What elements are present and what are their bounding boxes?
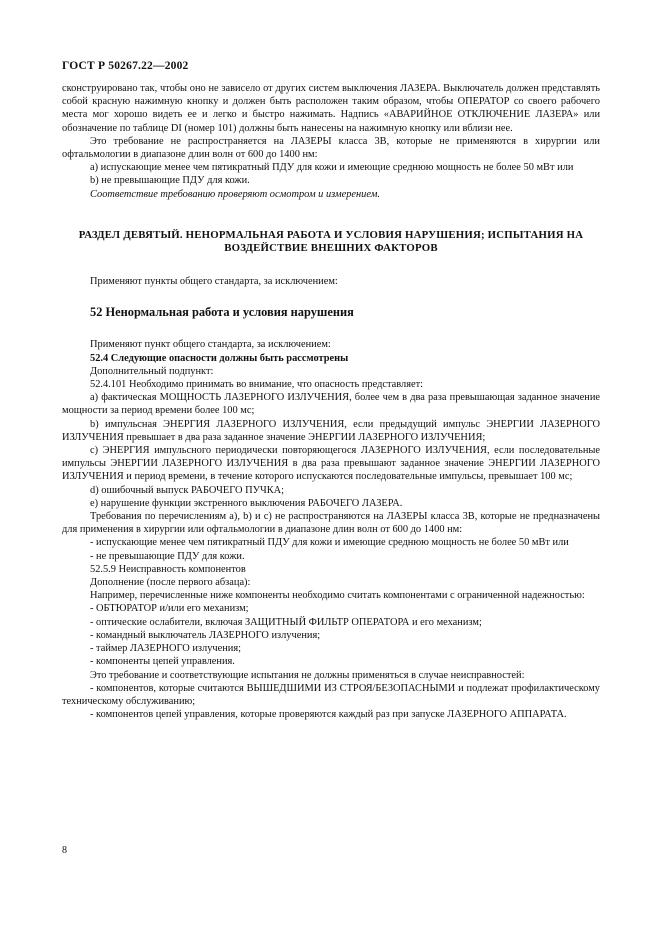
list-item: b) не превышающие ПДУ для кожи. (90, 175, 250, 187)
list-item: а) испускающие менее чем пятикратный ПДУ для кожи и имеющие среднюю мощность не более 50 мВт или (90, 162, 574, 174)
page-number: 8 (62, 845, 67, 856)
paragraph: Требования по перечислениям а), b) и с) не распространяются на ЛАЗЕРЫ класса 3В, которые не предназначены для применения в хирургии или офтальмологии в диапазоне длин волн от 600 до 1400 нм: (62, 511, 600, 536)
document-header: ГОСТ Р 50267.22—2002 (62, 60, 189, 72)
compliance-note: Соответствие требованию проверяют осмотром и измерением. (90, 188, 380, 200)
paragraph: Это требование и соответствующие испытания не должны применяться в случае неисправностей: (90, 669, 525, 681)
list-item: - ОБТЮРАТОР и/или его механизм; (90, 603, 249, 615)
paragraph: Например, перечисленные ниже компоненты необходимо считать компонентами с ограниченной надежностью: (90, 590, 585, 602)
paragraph: Дополнительный подпункт: (90, 365, 214, 377)
list-item: - испускающие менее чем пятикратный ПДУ для кожи и имеющие среднюю мощность не более 50 мВт или (90, 537, 569, 549)
document-body (62, 82, 600, 721)
list-item: d) ошибочный выпуск РАБОЧЕГО ПУЧКА; (90, 484, 285, 496)
list-item: - компоненты цепей управления. (90, 656, 235, 668)
paragraph: сконструировано так, чтобы оно не зависело от других систем выключения ЛАЗЕРА. Выключатель должен представлять собой красную нажимную кнопку и должен быть расположен таким образом, чтобы ОПЕРАТОР со своего рабочего места мог хорошо видеть ее и легко и быстро нажимать. Надпись «АВАРИЙНОЕ ОТКЛЮЧЕНИЕ ЛАЗЕРА» или обозначение по таблице DI (номер 101) должны быть нанесены на нажимную кнопку или вблизи нее. (62, 83, 600, 134)
clause-heading: 52 Ненормальная работа и условия нарушения (90, 305, 354, 320)
section-heading: РАЗДЕЛ ДЕВЯТЫЙ. НЕНОРМАЛЬНАЯ РАБОТА И УСЛОВИЯ НАРУШЕНИЯ; ИСПЫТАНИЯ НА ВОЗДЕЙСТВИЕ ВНЕШНИХ ФАКТОРОВ (78, 228, 584, 255)
paragraph: Применяют пункт общего стандарта, за исключением: (90, 339, 331, 351)
list-item: - оптические ослабители, включая ЗАЩИТНЫЙ ФИЛЬТР ОПЕРАТОРА и его механизм; (90, 616, 482, 628)
list-item: - компонентов, которые считаются ВЫШЕДШИМИ ИЗ СТРОЯ/БЕЗОПАСНЫМИ и подлежат профилактическому техническому обслуживанию; (62, 682, 600, 707)
paragraph: Это требование не распространяется на ЛАЗЕРЫ класса 3В, которые не применяются в хирургии или офтальмологии в диапазоне длин волн от 600 до 1400 нм: (62, 135, 600, 161)
subclause-heading: 52.5.9 Неисправность компонентов (90, 563, 246, 575)
list-item: е) нарушение функции экстренного выключения РАБОЧЕГО ЛАЗЕРА. (90, 497, 403, 509)
list-item: - таймер ЛАЗЕРНОГО излучения; (90, 643, 242, 655)
list-item: - не превышающие ПДУ для кожи. (90, 550, 245, 562)
paragraph: Применяют пункты общего стандарта, за исключением: (90, 276, 338, 288)
list-item: - командный выключатель ЛАЗЕРНОГО излучения; (90, 629, 321, 641)
subclause-heading: 52.4 Следующие опасности должны быть рассмотрены (90, 352, 349, 364)
list-item: - компонентов цепей управления, которые проверяются каждый раз при запуске ЛАЗЕРНОГО АППАРАТА. (90, 709, 567, 721)
paragraph: 52.4.101 Необходимо принимать во внимание, что опасность представляет: (90, 379, 424, 391)
list-item: b) импульсная ЭНЕРГИЯ ЛАЗЕРНОГО ИЗЛУЧЕНИЯ, если предыдущий импульс ЭНЕРГИИ ЛАЗЕРНОГО ИЗЛУЧЕНИЯ превышает в два раза заданное значение ЭНЕРГИИ ЛАЗЕРНОГО ИЗЛУЧЕНИЯ; (62, 418, 600, 443)
list-item: а) фактическая МОЩНОСТЬ ЛАЗЕРНОГО ИЗЛУЧЕНИЯ, более чем в два раза превышающая заданное значение мощности за период времени более 100 мс; (62, 392, 600, 417)
paragraph: Дополнение (после первого абзаца): (90, 577, 251, 589)
list-item: с) ЭНЕРГИЯ импульсного периодически повторяющегося ЛАЗЕРНОГО ИЗЛУЧЕНИЯ, если последовательные импульсы ЭНЕРГИИ ЛАЗЕРНОГО ИЗЛУЧЕНИЯ в два раза превышают заданное значение ЭНЕРГИИ ЛАЗЕРНОГО ИЗЛУЧЕНИЯ и период времени, в течение которого испускаются последовательные импульсы, превышает 100 мс; (62, 445, 600, 483)
